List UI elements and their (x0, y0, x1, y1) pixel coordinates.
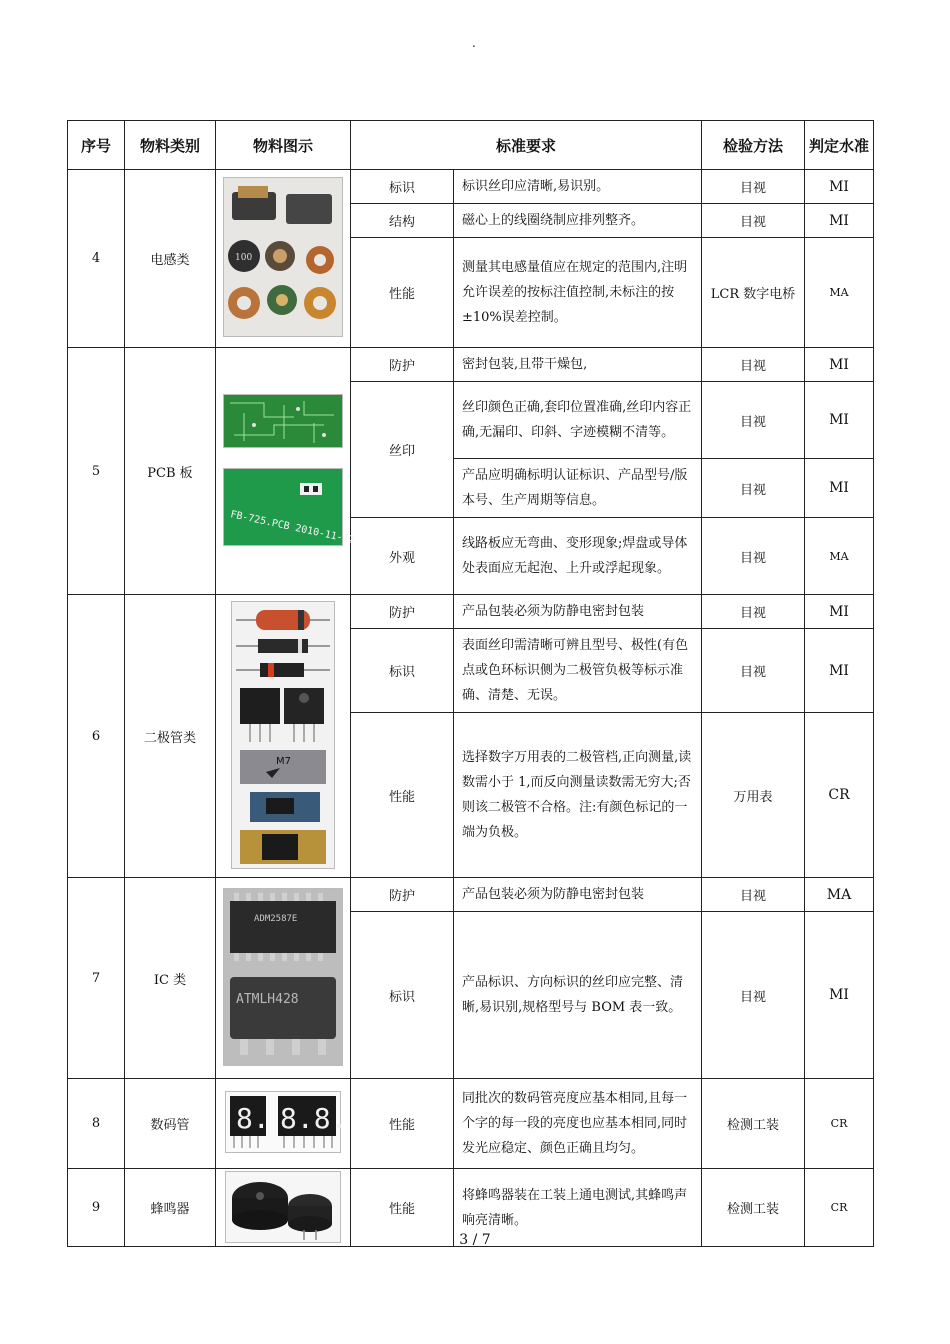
method-cell: 目视 (702, 204, 805, 238)
table-row (68, 348, 874, 382)
aspect-cell: 标识 (351, 912, 454, 1079)
aspect-cell: 性能 (351, 1169, 454, 1247)
pcb-photo-1 (223, 394, 343, 448)
aspect-cell: 结构 (351, 204, 454, 238)
row-category: 二极管类 (125, 595, 216, 878)
aspect-cell: 外观 (351, 518, 454, 595)
requirement-cell: 磁心上的线圈绕制应排列整齐。 (454, 204, 702, 238)
grade-cell: MI (805, 170, 874, 204)
ic-picture-cell (216, 878, 351, 1079)
requirement-cell: 同批次的数码管亮度应基本相同,且每一个字的每一段的亮度也应基本相同,同时发光应稳定、颜色正确且均匀。 (454, 1079, 702, 1169)
requirement-cell: 标识丝印应清晰,易识别。 (454, 170, 702, 204)
ic-chip-label-1: ADM2587E (254, 913, 298, 924)
aspect-cell: 性能 (351, 713, 454, 878)
header-no: 序号 (68, 121, 125, 170)
grade-cell: MI (805, 382, 874, 459)
row-category: 数码管 (125, 1079, 216, 1169)
method-cell: 目视 (702, 912, 805, 1079)
table-row (68, 878, 874, 912)
method-cell: 目视 (702, 459, 805, 518)
inspection-table (67, 120, 874, 1247)
row-no: 7 (68, 878, 125, 1079)
header-requirement: 标准要求 (351, 121, 702, 170)
inductor-picture-cell (216, 170, 351, 348)
requirement-cell: 将蜂鸣器装在工装上通电测试,其蜂鸣声响亮清晰。 (454, 1169, 702, 1247)
row-category: PCB 板 (125, 348, 216, 595)
ic-chip-label-2: ATMLH428 (236, 991, 299, 1007)
grade-cell: MI (805, 629, 874, 713)
aspect-cell: 性能 (351, 1079, 454, 1169)
aspect-cell: 防护 (351, 595, 454, 629)
header-category: 物料类别 (125, 121, 216, 170)
header-grade: 判定水准 (805, 121, 874, 170)
method-cell: 万用表 (702, 713, 805, 878)
requirement-cell: 线路板应无弯曲、变形现象;焊盘或导体处表面应无起泡、上升或浮起现象。 (454, 518, 702, 595)
display-digit-2: 8.8. (280, 1102, 348, 1135)
method-cell: LCR 数字电桥 (702, 238, 805, 348)
method-cell: 目视 (702, 518, 805, 595)
grade-cell: MI (805, 595, 874, 629)
ic-photo (223, 888, 343, 1066)
row-no: 4 (68, 170, 125, 348)
requirement-cell: 产品包装必须为防静电密封包装 (454, 595, 702, 629)
grade-cell: MI (805, 348, 874, 382)
grade-cell: MA (805, 518, 874, 595)
grade-cell: CR (805, 1079, 874, 1169)
requirement-cell: 产品标识、方向标识的丝印应完整、清晰,易识别,规格型号与 BOM 表一致。 (454, 912, 702, 1079)
row-category: IC 类 (125, 878, 216, 1079)
svg-text:100: 100 (235, 253, 253, 263)
method-cell: 目视 (702, 170, 805, 204)
table-row (68, 1079, 874, 1169)
display-photo (225, 1091, 348, 1153)
requirement-cell: 表面丝印需清晰可辨且型号、极性(有色点或色环标识侧为二极管负极等标示准确、清楚、无误。 (454, 629, 702, 713)
top-mark: . (472, 36, 476, 50)
grade-cell: MI (805, 204, 874, 238)
aspect-cell: 丝印 (351, 382, 454, 518)
header-method: 检验方法 (702, 121, 805, 170)
pcb-photo-2 (223, 468, 356, 546)
row-no: 5 (68, 348, 125, 595)
row-no: 8 (68, 1079, 125, 1169)
grade-cell: CR (805, 1169, 874, 1247)
method-cell: 目视 (702, 878, 805, 912)
row-category: 电感类 (125, 170, 216, 348)
grade-cell: MA (805, 878, 874, 912)
method-cell: 检测工装 (702, 1079, 805, 1169)
aspect-cell: 防护 (351, 348, 454, 382)
display-digit-1: 8. (236, 1102, 270, 1135)
method-cell: 检测工装 (702, 1169, 805, 1247)
inductor-photo (223, 177, 343, 337)
row-no: 9 (68, 1169, 125, 1247)
aspect-cell: 标识 (351, 629, 454, 713)
diode-photo (231, 601, 335, 869)
table-row (68, 595, 874, 629)
requirement-cell: 产品应明确标明认证标识、产品型号/版本号、生产周期等信息。 (454, 459, 702, 518)
aspect-cell: 防护 (351, 878, 454, 912)
requirement-cell: 密封包装,且带干燥包, (454, 348, 702, 382)
grade-cell: CR (805, 713, 874, 878)
aspect-cell: 标识 (351, 170, 454, 204)
diode-picture-cell (216, 595, 351, 878)
pcb-picture-cell (216, 348, 356, 595)
diode-chip-label: M7 (276, 755, 291, 767)
header-picture: 物料图示 (216, 121, 351, 170)
grade-cell: MI (805, 459, 874, 518)
grade-cell: MA (805, 238, 874, 348)
requirement-cell: 选择数字万用表的二极管档,正向测量,读数需小于 1,而反向测量读数需无穷大;否则该二极管不合格。注:有颜色标记的一端为负极。 (454, 713, 702, 878)
row-category: 蜂鸣器 (125, 1169, 216, 1247)
method-cell: 目视 (702, 382, 805, 459)
display-picture-cell (216, 1079, 351, 1169)
pcb-silkscreen-label: FB-725.PCB 2010-11-12 (229, 508, 356, 546)
method-cell: 目视 (702, 348, 805, 382)
requirement-cell: 测量其电感量值应在规定的范围内,注明允许误差的按标注值控制,未标注的按±10%误差控制。 (454, 238, 702, 348)
method-cell: 目视 (702, 595, 805, 629)
grade-cell: MI (805, 912, 874, 1079)
requirement-cell: 丝印颜色正确,套印位置准确,丝印内容正确,无漏印、印斜、字迹模糊不清等。 (454, 382, 702, 459)
requirement-cell: 产品包装必须为防静电密封包装 (454, 878, 702, 912)
row-no: 6 (68, 595, 125, 878)
header-row (68, 121, 874, 170)
table-row (68, 170, 874, 204)
page-number: 3 / 7 (459, 1232, 491, 1248)
method-cell: 目视 (702, 629, 805, 713)
aspect-cell: 性能 (351, 238, 454, 348)
